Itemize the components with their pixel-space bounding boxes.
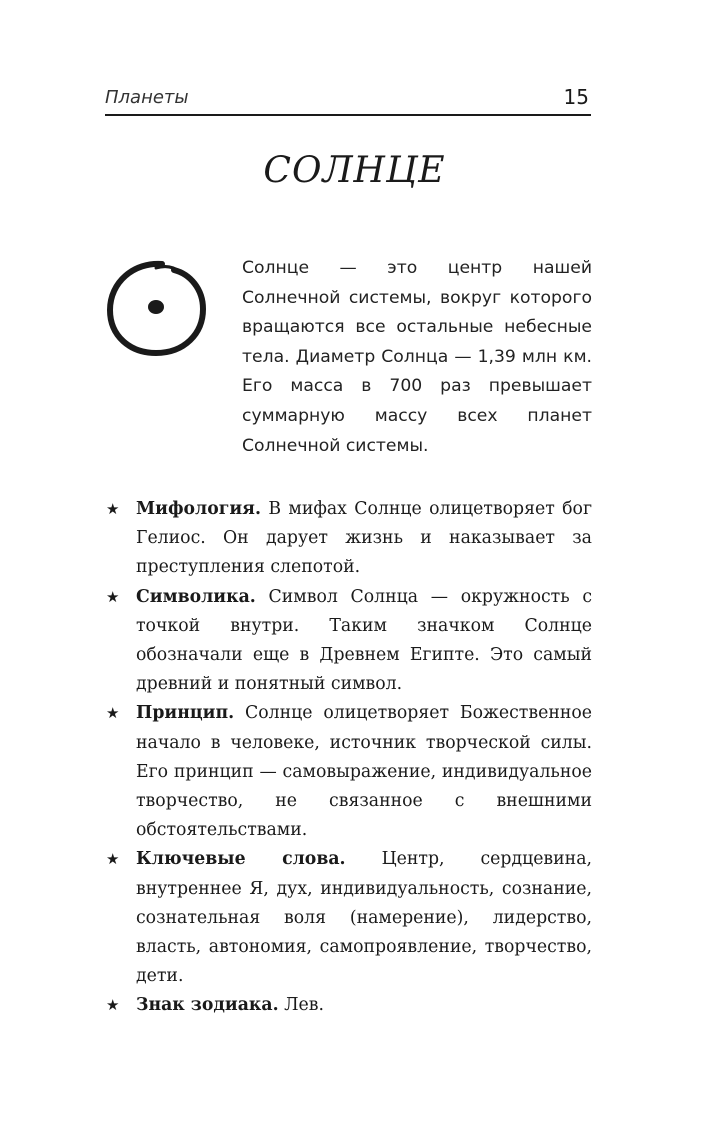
list-item <box>106 699 592 845</box>
fact-text: В мифах Солнце олицетворяет бог Гелиос. Он дарует жизнь и наказывает за преступления слепотой. <box>136 499 592 578</box>
fact-term: Мифология. <box>136 499 261 519</box>
sun-symbol-dot <box>148 300 164 314</box>
sun-symbol-icon <box>104 260 210 358</box>
fact-text: Солнце олицетворяет Божественное начало в человеке, источник творческой силы. Его принцип — самовыражение, индивидуальное творчество, не связанное с внешними обстоятельствами. <box>136 703 592 841</box>
chapter-title: СОЛНЦЕ <box>263 150 446 191</box>
facts-list <box>106 495 592 1021</box>
intro-paragraph: Солнце — это центр нашей Солнечной системы, вокруг которого вращаются все остальные небесные тела. Диаметр Солнца — 1,39 млн км. Его масса в 700 раз превышает суммарную массу всех планет Солнечной системы. <box>242 258 592 456</box>
fact-text: Лев. <box>284 995 324 1016</box>
list-item <box>106 845 592 991</box>
star-icon: ★ <box>106 704 120 723</box>
fact-text: Символ Солнца — окружность с точкой внутри. Таким значком Солнце обозначали еще в Древнем Египте. Это самый древний и понятный символ. <box>136 586 592 695</box>
star-icon: ★ <box>106 500 120 518</box>
section-title: Планеты <box>105 87 189 108</box>
list-item <box>106 991 592 1020</box>
fact-term: Знак зодиака. <box>136 995 279 1016</box>
list-item <box>106 583 592 700</box>
star-icon: ★ <box>106 587 120 606</box>
fact-term: Принцип. <box>136 703 235 724</box>
list-item <box>106 495 592 583</box>
running-header <box>105 84 591 116</box>
star-icon: ★ <box>106 850 120 869</box>
sun-symbol-circle-tail <box>156 267 180 272</box>
fact-term: Ключевые слова. <box>136 849 346 870</box>
fact-term: Символика. <box>136 586 256 607</box>
page-number: 15 <box>563 85 589 109</box>
fact-text: Центр, сердцевина, внутреннее Я, дух, индивидуальность, сознание, сознательная воля (намерение), лидерство, власть, автономия, самопроявление, творчество, дети. <box>136 849 592 987</box>
star-icon: ★ <box>106 996 120 1015</box>
